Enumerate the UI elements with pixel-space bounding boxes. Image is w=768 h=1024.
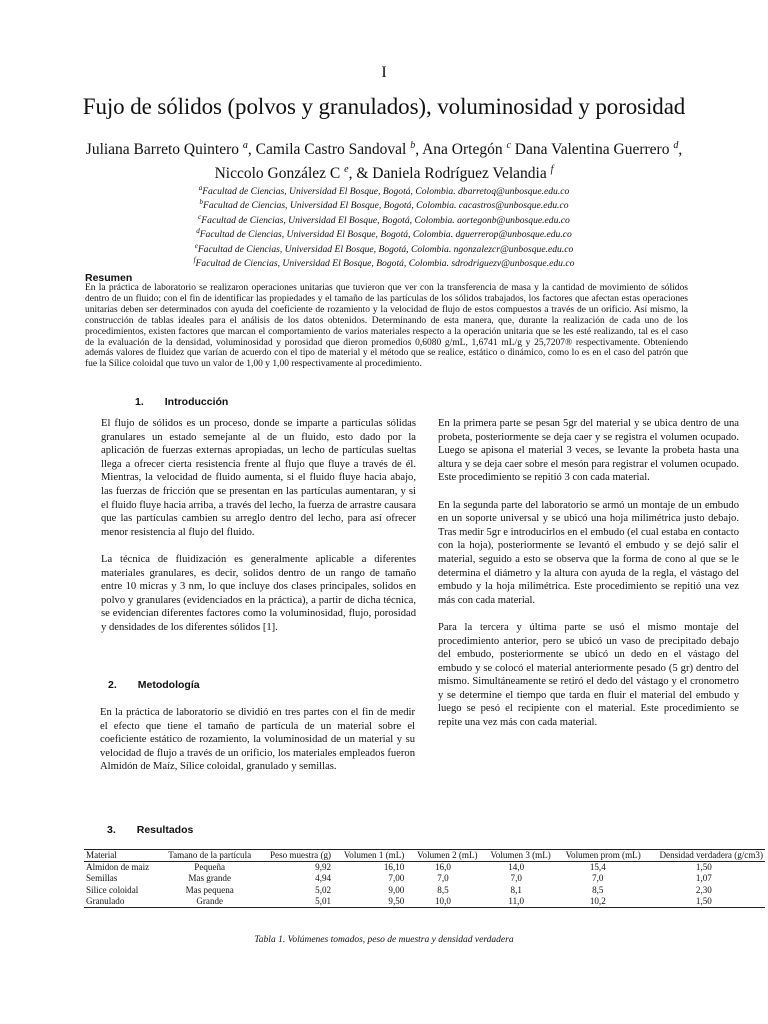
table-cell: Almidon de maiz: [86, 862, 150, 873]
author: Ana Ortegón $^c$: [422, 140, 511, 159]
table-cell: Silice coloidal: [86, 884, 139, 895]
table-cell: 10,0: [406, 896, 479, 908]
paragraph: En la práctica de laboratorio se dividió en tres partes con el fin de medir el efecto que tiene el tamaño de partícula de un material sobre el coeficiente estático de rozamiento, la voluminosidad de un material y su velocidad de flujo a través de un orificio, los materiales empleados fueron Almidón de Maíz, Sílice coloidal, granulado y semillas.: [100, 707, 415, 773]
author: Camila Castro Sandoval $^b$,: [255, 140, 423, 159]
results-heading: 3. Resultados: [107, 824, 194, 836]
table-cell: 9,50: [333, 896, 406, 908]
table-cell: 7,0: [437, 873, 449, 884]
table-cell: 7,0: [592, 873, 604, 884]
column-header: Volumen 3 (mL): [480, 850, 553, 862]
table-cell: 2,30: [695, 884, 712, 895]
affiliation: $^a$Facultad de Ciencias, Universidad El Bosque, Bogotá, Colombia. dbarretoq@unbosque.edu.co: [198, 184, 570, 198]
table-cell: 16,10: [383, 862, 405, 873]
table-cell: 1,07: [695, 873, 712, 884]
page-number: I: [381, 64, 387, 81]
abstract-heading: Resumen: [85, 272, 133, 284]
table-cell: Semillas: [86, 873, 118, 884]
paragraph: El flujo de sólidos es un proceso, donde se imparte a partículas sólidas granulares un estado semejante al de un fluido, esto dado por la aplicación de fuerzas externas apropiadas, un lecho de partículas sueltas llega a ofrecer cierta resistencia frente al flujo que fluye a través de él. Mientras, la velocidad de fluido aumenta, si el fluido fluye hacia abajo, las fuerzas de fricción que se presentan en las partículas aumentaran, y si el fluido fluye hacia arriba, a través del lecho, la fuerza de arrastre causara que las partículas cambien su arreglo dentro del lecho, para así ofrecer menor resistencia al flujo del fluido.: [101, 418, 416, 538]
table-cell: 5,02: [315, 884, 332, 895]
affiliation: $^b$Facultad de Ciencias, Universidad El Bosque, Bogotá, Colombia. cacastros@unbosque.edu.co: [199, 198, 569, 212]
table-caption: Tabla 1. Volúmenes tomados, peso de muestra y densidad verdadera: [254, 935, 514, 945]
table-row: [84, 862, 765, 874]
column-header: Volumen 2 (mL): [406, 850, 479, 862]
table-cell: Granulado: [84, 896, 160, 908]
table-cell: 7,0: [510, 873, 522, 884]
paragraph: La técnica de fluidización es generalmente aplicable a diferentes materiales granulares, es decir, solidos dentro de un rango de tamaño entre 10 micras y 3 nm, lo que incluye dos clases principales, solidos en polvo y granulares (evidenciados en la práctica), a partir de dicha técnica, se evidencian diferentes factores como la voluminosidad, flujo, porosidad y densidades de los diferentes sólidos [1].: [101, 553, 416, 633]
table-cell: 7,00: [388, 873, 405, 884]
table-cell: 11,0: [480, 896, 553, 908]
affiliation: $^d$Facultad de Ciencias, Universidad El Bosque, Bogotá, Colombia. dguerrerop@unbosque.edu.co: [196, 227, 572, 241]
table-cell: 10,2: [553, 896, 643, 908]
table-cell: 8,5: [592, 884, 604, 895]
paper-title: Fujo de sólidos (polvos y granulados), voluminosidad y porosidad: [82, 94, 686, 119]
column-header: Tamano de la partícula: [160, 850, 259, 862]
introduction-heading: 1. Introducción: [135, 396, 229, 408]
table-cell: Grande: [160, 896, 259, 908]
paragraph: En la primera parte se pesan 5gr del material y se ubica dentro de una probeta, posteriormente se deja caer y se registra el volumen ocupado. Luego se apisona el material 3 veces, se levante la probeta hasta una altura y se deja caer sobre el mesón para registrar el volumen ocupado. Este procedimiento se repitió 3 con cada material.: [438, 418, 739, 484]
table-row: [84, 873, 765, 884]
table-cell: Mas pequena: [185, 884, 234, 895]
table-cell: 1,50: [695, 862, 712, 873]
table-cell: Mas grande: [188, 873, 232, 884]
paragraph: Para la tercera y última parte se usó el mismo montaje del procedimiento anterior, pero se ubicó un vaso de precipitado debajo del embudo, posteriormente se ubicó un dedo en el vástago del embudo y se colocó el material anteriormente pesado (5 gr) dentro del mismo. Simultáneamente se retiró el dedo del vástago y el cronometro y se determine el tiempo que tarda en fluir el material del embudo y luego se pesó el recipiente con el material. Este procedimiento se repite una vez más con cada material.: [438, 621, 739, 729]
table-cell: 1,50: [643, 896, 765, 908]
introduction-body: [101, 417, 416, 648]
methodology-body: [100, 706, 415, 788]
methodology-body-continued: [438, 417, 739, 743]
table-cell: 8,1: [510, 884, 522, 895]
table-row: [84, 885, 765, 896]
column-header: Material: [84, 850, 160, 862]
table-cell: 5,01: [259, 896, 333, 908]
author: Daniela Rodríguez Velandia $^f$: [372, 164, 554, 183]
table-cell: 14,0: [508, 862, 525, 873]
author-list: [70, 136, 698, 184]
affiliation: $^f$Facultad de Ciencias, Universidad El Bosque, Bogotá, Colombia. sdrodriguezv@unbosque.edu.co: [193, 255, 575, 270]
table-cell: 15,4: [589, 862, 606, 873]
author: Niccolo González C $^e$, &: [214, 164, 373, 183]
abstract-body: En la práctica de laboratorio se realizaron operaciones unitarias que tuvieron que ver con la transferencia de masa y la cantidad de movimiento de sólidos dentro de un fluido; con el fin de identificar las propiedades y el tamaño de las partículas de los sólidos trabajados, los factores que afectan estas operaciones unitarias deben ser determinados con ayuda del coeficiente de rozamiento y la velocidad de flujo de estos compuestos a través de un orificio. Así mismo, la construcción de tablas ideales para el análisis de los datos obtenidos. Determinando de esta manera, que, durante la realización de cada uno de los procedimientos, existen factores que marcan el comportamiento de varios materiales respecto a la operación unitaria que se les esté realizando, tal es el caso de la evaluación de la densidad, voluminosidad y porosidad que dieron promedios 0,6080 g/mL, 1,6741 mL/g y 25,7207® respectivamente. Obteniendo además valores de fluidez que varían de acuerdo con el tipo de material y el método que se realice, estático o dinámico, como lo es en el caso del patrón que fue la Sílice coloidal que tuvo un valor de 1,00 y 1,00 respectivamente al procedimiento.: [85, 283, 688, 370]
column-header: Densidad verdadera (g/cm3): [643, 850, 765, 862]
table-cell: 8,5: [437, 884, 449, 895]
column-header: Volumen prom (mL): [553, 850, 643, 862]
author: Juliana Barreto Quintero $^a$,: [85, 140, 256, 159]
affiliation-list: [0, 183, 768, 269]
table-cell: 16,0: [435, 862, 451, 873]
table-cell: 4,94: [315, 873, 332, 884]
methodology-heading: 2. Metodología: [108, 679, 200, 691]
author: Dana Valentina Guerrero $^d$,: [514, 140, 683, 159]
results-table: [84, 849, 765, 908]
table-row: [84, 896, 765, 908]
table-cell: 9,92: [315, 862, 332, 873]
table-cell: 9,00: [388, 884, 405, 895]
affiliation: $^e$Facultad de Ciencias, Universidad El Bosque, Bogotá, Colombia. ngonzalezcr@unbosque.edu.co: [194, 241, 574, 255]
column-header: Volumen 1 (mL): [333, 850, 406, 862]
table-header-row: [84, 850, 765, 862]
table-cell: Pequeña: [194, 862, 226, 873]
paragraph: En la segunda parte del laboratorio se armó un montaje de un embudo en un soporte universal y se ubicó una hoja milimétrica justo debajo. Tras medir 5gr e introducirlos en el embudo (el cual estaba en contacto con la hoja), posteriormente se levantó el embudo y se dejó salir el material, seguido a esto se observa que la forma de cono al que se le determina el diámetro y la altura con ayuda de la regla, el vástago del embudo y la hoja milimétrica. Este procedimiento se repitió una vez más con cada material.: [438, 499, 739, 606]
column-header: Peso muestra (g): [259, 850, 333, 862]
affiliation: $^c$Facultad de Ciencias, Universidad El Bosque, Bogotá, Colombia. aortegonb@unbosque.edu.co: [198, 212, 570, 226]
